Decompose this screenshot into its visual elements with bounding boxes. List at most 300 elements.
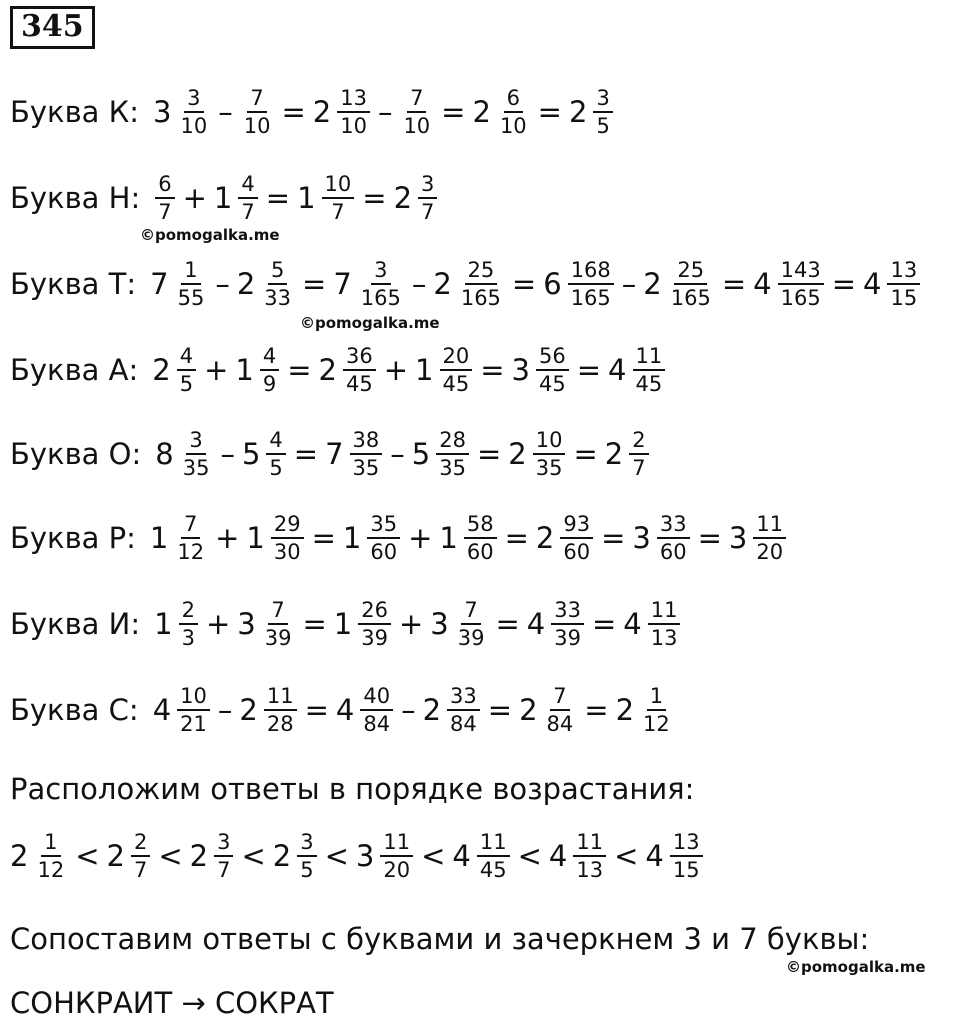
whole-part: 2 — [106, 839, 125, 873]
operator: = — [511, 267, 537, 301]
mixed-number — [608, 344, 666, 396]
mixed-number — [549, 830, 607, 882]
denominator: 28 — [266, 712, 294, 736]
numerator: 20 — [440, 344, 473, 371]
whole-part: 1 — [149, 521, 169, 555]
numerator: 4 — [238, 172, 257, 199]
denominator: 60 — [563, 540, 591, 564]
fraction — [573, 830, 606, 882]
numerator: 6 — [504, 86, 523, 113]
denominator: 5 — [179, 372, 194, 396]
fraction — [455, 598, 488, 650]
denominator: 35 — [535, 456, 563, 480]
whole-part: 2 — [312, 95, 332, 129]
operator: – — [390, 437, 405, 471]
mixed-number — [150, 512, 208, 564]
operator: = — [281, 95, 306, 129]
mixed-number — [543, 258, 615, 310]
fraction — [322, 172, 355, 224]
mixed-number — [214, 172, 259, 224]
operator: = — [495, 607, 520, 641]
operator: < — [614, 839, 639, 873]
mixed-number — [508, 428, 566, 480]
fraction — [264, 684, 297, 736]
numerator: 7 — [407, 86, 426, 113]
mixed-number — [154, 172, 175, 224]
operator: – — [411, 267, 427, 301]
operator: < — [158, 839, 183, 873]
denominator: 55 — [177, 286, 205, 310]
result-text: СОНКРАИТ → СОКРАТ — [10, 986, 334, 1020]
denominator: 5 — [300, 858, 314, 882]
mixed-number — [632, 512, 690, 564]
denominator: 35 — [182, 456, 210, 480]
whole-part: 2 — [236, 267, 256, 301]
line-letter-r — [10, 512, 787, 564]
numerator: 11 — [573, 830, 606, 857]
denominator: 7 — [217, 858, 231, 882]
operator: – — [377, 95, 393, 129]
numerator: 3 — [184, 86, 203, 113]
fraction — [34, 830, 67, 882]
numerator: 11 — [264, 684, 297, 711]
mixed-number — [643, 258, 715, 310]
operator: = — [480, 353, 505, 387]
fraction — [458, 258, 504, 310]
mixed-number — [412, 428, 470, 480]
numerator: 28 — [436, 428, 469, 455]
operator: – — [401, 693, 416, 727]
fraction — [629, 428, 648, 480]
denominator: 60 — [370, 540, 398, 564]
mixed-number — [569, 86, 614, 138]
fraction — [464, 512, 497, 564]
operator: = — [293, 437, 319, 471]
line-letter-i — [10, 598, 681, 650]
whole-part: 2 — [272, 839, 292, 873]
mixed-number — [439, 512, 497, 564]
expression — [153, 684, 674, 736]
watermark: ©pomogalka.me — [786, 958, 926, 976]
numerator: 7 — [461, 598, 480, 625]
whole-part: 2 — [643, 267, 662, 301]
operator: + — [383, 353, 409, 387]
numerator: 33 — [447, 684, 480, 711]
whole-part: 7 — [333, 267, 352, 301]
operator: + — [215, 521, 240, 555]
denominator: 39 — [554, 626, 581, 650]
whole-part: 4 — [623, 607, 642, 641]
expression — [150, 258, 921, 310]
mixed-number — [645, 830, 703, 882]
denominator: 165 — [780, 286, 821, 310]
mixed-number — [190, 830, 235, 882]
numerator: 1 — [41, 830, 60, 857]
denominator: 20 — [383, 858, 411, 882]
fraction — [436, 428, 469, 480]
fraction — [668, 258, 714, 310]
denominator: 15 — [890, 286, 918, 310]
operator: + — [204, 353, 229, 387]
whole-part: 2 — [152, 353, 171, 387]
mixed-number — [433, 258, 505, 310]
mixed-number — [246, 512, 304, 564]
whole-part: 2 — [433, 267, 452, 301]
numerator: 93 — [560, 512, 593, 539]
match-text: Сопоставим ответы с буквами и зачеркнем 3 и 7 буквы: — [10, 922, 870, 956]
numerator: 11 — [633, 344, 666, 371]
mixed-number — [325, 428, 383, 480]
fraction — [670, 830, 703, 882]
whole-part: 2 — [615, 693, 635, 727]
whole-part: 1 — [415, 353, 434, 387]
mixed-number — [273, 830, 318, 882]
fraction — [175, 258, 208, 310]
denominator: 7 — [331, 200, 345, 224]
line-letter-o — [10, 428, 650, 480]
operator: = — [487, 693, 513, 727]
denominator: 39 — [457, 626, 485, 650]
fraction — [131, 830, 150, 882]
whole-part: 2 — [519, 693, 538, 727]
fraction — [180, 428, 213, 480]
problem-number: 345 — [10, 6, 95, 49]
numerator: 3 — [593, 86, 612, 113]
numerator: 10 — [533, 428, 566, 455]
whole-part: 4 — [526, 607, 546, 641]
operator: = — [831, 267, 856, 301]
mixed-number — [753, 258, 825, 310]
fraction — [238, 172, 257, 224]
operator: < — [517, 839, 542, 873]
numerator: 40 — [360, 684, 393, 711]
numerator: 35 — [367, 512, 400, 539]
mixed-number — [240, 86, 275, 138]
watermark: ©pomogalka.me — [140, 226, 280, 244]
whole-part: 3 — [153, 95, 172, 129]
denominator: 10 — [499, 114, 527, 138]
fraction — [657, 512, 690, 564]
fraction — [560, 512, 593, 564]
numerator: 2 — [629, 428, 648, 455]
denominator: 5 — [269, 456, 283, 480]
mixed-number — [154, 598, 199, 650]
denominator: 3 — [181, 626, 195, 650]
fraction — [648, 598, 681, 650]
mixed-number — [623, 598, 681, 650]
mixed-number — [343, 512, 401, 564]
whole-part: 4 — [645, 839, 664, 873]
operator: = — [287, 353, 312, 387]
mixed-number — [10, 830, 68, 882]
fraction — [367, 512, 400, 564]
denominator: 39 — [361, 626, 388, 650]
numerator: 4 — [260, 344, 279, 371]
fraction — [778, 258, 824, 310]
denominator: 21 — [180, 712, 207, 736]
denominator: 60 — [466, 540, 494, 564]
expression — [150, 512, 787, 564]
numerator: 4 — [177, 344, 196, 371]
denominator: 35 — [352, 456, 380, 480]
whole-part: 2 — [422, 693, 442, 727]
watermark: ©pomogalka.me — [300, 314, 440, 332]
denominator: 165 — [670, 286, 711, 310]
operator: – — [215, 267, 230, 301]
whole-part: 1 — [213, 181, 233, 215]
fraction — [179, 598, 198, 650]
denominator: 20 — [756, 540, 784, 564]
mixed-number — [430, 598, 488, 650]
mixed-number — [242, 428, 287, 480]
whole-part: 1 — [235, 353, 254, 387]
mixed-number — [235, 344, 280, 396]
fraction — [358, 258, 404, 310]
operator: + — [398, 607, 424, 641]
line-letter-n — [10, 172, 438, 224]
numerator: 11 — [477, 830, 510, 857]
whole-part: 4 — [335, 693, 355, 727]
whole-part: 7 — [325, 437, 344, 471]
mixed-number — [519, 684, 577, 736]
line-label: Буква К: — [10, 95, 140, 129]
mixed-number — [356, 830, 414, 882]
numerator: 25 — [674, 258, 707, 285]
numerator: 13 — [887, 258, 920, 285]
denominator: 60 — [659, 540, 687, 564]
numerator: 26 — [358, 598, 391, 625]
denominator: 5 — [596, 114, 610, 138]
whole-part: 5 — [241, 437, 261, 471]
denominator: 35 — [439, 456, 466, 480]
numerator: 10 — [322, 172, 355, 199]
denominator: 10 — [403, 114, 431, 138]
whole-part: 7 — [150, 267, 169, 301]
mixed-number — [155, 428, 213, 480]
operator: – — [621, 267, 637, 301]
mixed-number — [399, 86, 434, 138]
fraction — [261, 258, 294, 310]
numerator: 7 — [268, 598, 287, 625]
denominator: 165 — [460, 286, 501, 310]
numerator: 1 — [181, 258, 200, 285]
numerator: 4 — [266, 428, 285, 455]
mixed-number — [153, 684, 211, 736]
whole-part: 1 — [333, 607, 353, 641]
whole-part: 5 — [411, 437, 431, 471]
fraction — [533, 428, 566, 480]
numerator: 1 — [647, 684, 666, 711]
line-letter-s — [10, 684, 674, 736]
operator: = — [537, 95, 562, 129]
denominator: 45 — [479, 858, 507, 882]
fraction — [593, 86, 612, 138]
denominator: 30 — [273, 540, 301, 564]
fraction — [177, 344, 196, 396]
numerator: 11 — [753, 512, 786, 539]
mixed-number — [239, 684, 297, 736]
denominator: 7 — [133, 858, 148, 882]
numerator: 29 — [271, 512, 304, 539]
operator: = — [304, 693, 329, 727]
fraction — [753, 512, 786, 564]
denominator: 84 — [546, 712, 574, 736]
whole-part: 2 — [318, 353, 337, 387]
fraction — [551, 598, 584, 650]
line-label: Буква И: — [10, 607, 141, 641]
operator: – — [218, 95, 233, 129]
operator: = — [302, 607, 327, 641]
fraction — [177, 86, 210, 138]
order-chain — [10, 830, 704, 882]
mixed-number — [527, 598, 585, 650]
mixed-number — [605, 428, 650, 480]
denominator: 45 — [442, 372, 470, 396]
fraction — [177, 684, 210, 736]
numerator: 143 — [778, 258, 824, 285]
numerator: 33 — [551, 598, 584, 625]
fraction — [214, 830, 233, 882]
whole-part: 1 — [154, 607, 173, 641]
mixed-number — [472, 86, 530, 138]
numerator: 3 — [297, 830, 316, 857]
operator: + — [182, 181, 207, 215]
numerator: 168 — [568, 258, 614, 285]
fraction — [497, 86, 530, 138]
numerator: 7 — [181, 512, 200, 539]
mixed-number — [863, 258, 921, 310]
mixed-number — [319, 344, 377, 396]
numerator: 5 — [268, 258, 287, 285]
denominator: 12 — [643, 712, 670, 736]
denominator: 10 — [243, 114, 271, 138]
denominator: 10 — [180, 114, 208, 138]
fraction — [440, 344, 473, 396]
denominator: 7 — [421, 200, 435, 224]
operator: – — [217, 693, 233, 727]
operator: = — [302, 267, 327, 301]
numerator: 3 — [418, 172, 437, 199]
mixed-number — [616, 684, 674, 736]
denominator: 12 — [37, 858, 65, 882]
denominator: 13 — [650, 626, 678, 650]
mixed-number — [150, 258, 208, 310]
fraction — [155, 172, 174, 224]
numerator: 2 — [131, 830, 150, 857]
operator: < — [324, 839, 349, 873]
denominator: 165 — [570, 286, 611, 310]
fraction — [568, 258, 614, 310]
fraction — [380, 830, 413, 882]
denominator: 45 — [539, 372, 566, 396]
operator: = — [311, 521, 336, 555]
numerator: 25 — [465, 258, 498, 285]
fraction — [260, 344, 279, 396]
fraction — [360, 684, 393, 736]
whole-part: 2 — [189, 839, 209, 873]
denominator: 9 — [262, 372, 277, 396]
denominator: 7 — [632, 456, 646, 480]
numerator: 13 — [337, 86, 370, 113]
line-letter-a — [10, 344, 666, 396]
whole-part: 1 — [297, 181, 316, 215]
operator: = — [697, 521, 722, 555]
numerator: 38 — [350, 428, 383, 455]
numerator: 3 — [214, 830, 233, 857]
whole-part: 4 — [548, 839, 568, 873]
whole-part: 3 — [728, 521, 748, 555]
denominator: 7 — [241, 200, 255, 224]
numerator: 7 — [247, 86, 266, 113]
fraction — [447, 684, 480, 736]
fraction — [350, 428, 383, 480]
denominator: 45 — [635, 372, 663, 396]
operator: + — [205, 607, 231, 641]
numerator: 36 — [343, 344, 376, 371]
fraction — [271, 512, 304, 564]
whole-part: 1 — [439, 521, 458, 555]
mixed-number — [394, 172, 439, 224]
fraction — [633, 344, 666, 396]
whole-part: 8 — [155, 437, 174, 471]
numerator: 3 — [186, 428, 205, 455]
whole-part: 3 — [237, 607, 256, 641]
whole-part: 2 — [604, 437, 624, 471]
fraction — [343, 344, 376, 396]
numerator: 7 — [550, 684, 569, 711]
numerator: 58 — [464, 512, 497, 539]
fraction — [266, 428, 285, 480]
mixed-number — [415, 344, 473, 396]
operator: = — [591, 607, 617, 641]
line-label: Буква Н: — [10, 181, 141, 215]
operator: = — [573, 437, 598, 471]
operator: = — [576, 353, 602, 387]
mixed-number — [512, 344, 570, 396]
operator: = — [584, 693, 609, 727]
numerator: 11 — [380, 830, 413, 857]
operator: = — [601, 521, 626, 555]
fraction — [241, 86, 274, 138]
numerator: 13 — [670, 830, 703, 857]
fraction — [418, 172, 437, 224]
operator: = — [441, 95, 466, 129]
operator: = — [504, 521, 529, 555]
whole-part: 1 — [342, 521, 362, 555]
mixed-number — [107, 830, 152, 882]
denominator: 33 — [264, 286, 292, 310]
fraction — [400, 86, 433, 138]
fraction — [544, 684, 577, 736]
line-letter-t — [10, 258, 921, 310]
expression — [153, 86, 614, 138]
expression — [154, 172, 438, 224]
expression — [10, 830, 704, 882]
mixed-number — [237, 258, 295, 310]
mixed-number — [152, 344, 197, 396]
whole-part: 2 — [10, 839, 29, 873]
denominator: 84 — [363, 712, 391, 736]
mixed-number — [423, 684, 481, 736]
whole-part: 2 — [393, 181, 413, 215]
mixed-number — [153, 86, 211, 138]
whole-part: 6 — [543, 267, 562, 301]
numerator: 56 — [536, 344, 569, 371]
whole-part: 1 — [246, 521, 265, 555]
mixed-number — [452, 830, 510, 882]
denominator: 15 — [672, 858, 700, 882]
operator: = — [265, 181, 291, 215]
